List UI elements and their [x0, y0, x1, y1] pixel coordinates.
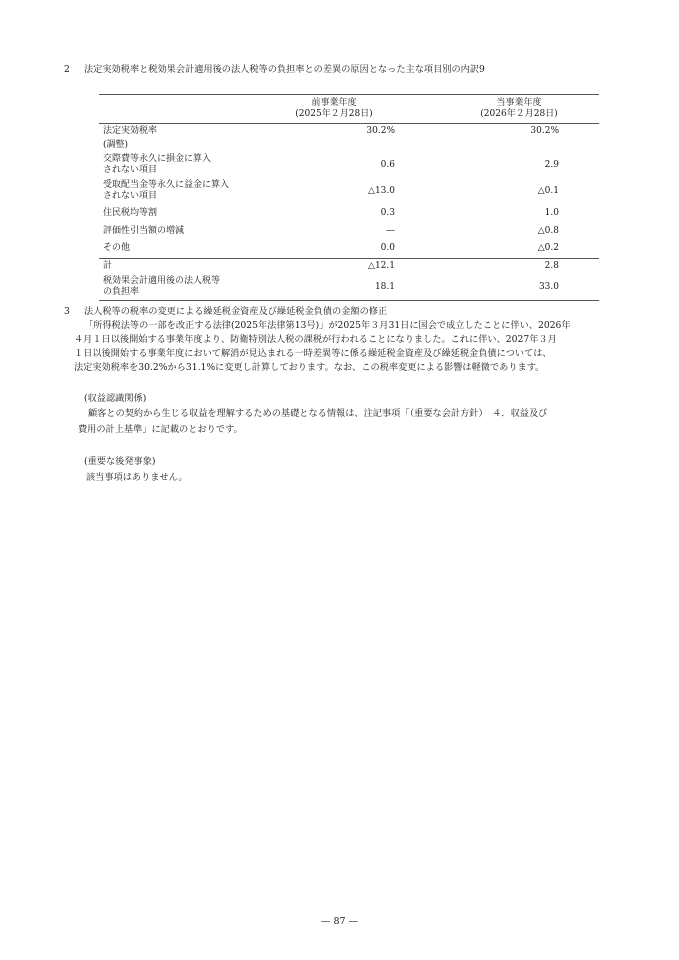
section-3-line: ４月１日以後開始する事業年度より、防衛特別法人税の課税が行われることになりました。これに伴い、2027年３月: [74, 334, 557, 345]
header-prev-date: (2025年２月28日): [295, 109, 373, 119]
row-curr-value: △0.2: [537, 243, 559, 254]
section-3-title: [64, 306, 387, 318]
row-label-line: されない項目: [103, 191, 158, 201]
row-prev-value: △13.0: [368, 185, 395, 196]
row-curr-value: 2.9: [544, 159, 559, 170]
table-row: [99, 124, 599, 139]
section-2-title: [64, 64, 485, 76]
row-prev-value: —: [386, 225, 395, 236]
row-label: [99, 274, 229, 301]
row-label-line: の負担率: [103, 287, 140, 297]
row-label-line: されない項目: [103, 165, 158, 175]
header-curr-label: 当事業年度: [496, 98, 542, 109]
row-label: [99, 152, 229, 178]
header-prev-label: 前事業年度: [311, 98, 357, 109]
section-3-line: 法定実効税率を30.2%から31.1%に変更し計算しております。なお、この税率変更による影響は軽微であります。: [74, 362, 545, 373]
table-row: [99, 222, 599, 240]
table-row: [99, 138, 599, 152]
row-curr-value: △0.1: [537, 185, 559, 196]
table-row: [99, 152, 599, 178]
row-label-line: 税効果会計適用後の法人税等: [103, 276, 221, 287]
row-label: 法定実効税率: [103, 125, 158, 136]
row-curr-value: [439, 138, 599, 152]
row-curr-value: 1.0: [544, 207, 559, 218]
row-label: 計: [99, 258, 229, 274]
header-curr-date: (2026年２月28日): [480, 109, 558, 119]
section-3-line: 「所得税法等の一部を改正する法律(2025年法律第13号)」が2025年３月31日に国会で成立したことに伴い、2026年: [84, 320, 571, 331]
row-prev-value: 30.2%: [366, 125, 395, 136]
table-row: [99, 240, 599, 258]
row-prev-value: 0.3: [380, 207, 395, 218]
row-label-line: 交際費等永久に損金に算入: [103, 154, 212, 165]
revenue-heading: (収益認識関係): [84, 393, 147, 404]
row-prev-value: 18.1: [229, 274, 439, 301]
section-3-line: １日以後開始する事業年度において解消が見込まれる一時差異等に係る繰延税金資産及び繰延税金負債については、: [74, 348, 552, 359]
row-label: その他: [103, 243, 131, 254]
section-2-number: 2: [64, 64, 70, 75]
row-curr-value: 30.2%: [530, 125, 559, 136]
section-3-number: 3: [64, 306, 70, 317]
revenue-line: 顧客との契約から生じる収益を理解するための基礎となる情報は、注記事項「（重要な会計方針） ４．収益及び: [88, 408, 548, 419]
tax-rate-reconciliation-table: [99, 94, 599, 301]
page-number: — 87 —: [320, 916, 359, 927]
header-curr-year: [439, 95, 599, 124]
row-prev-value: [229, 138, 439, 152]
revenue-line: 費用の計上基準」に記載のとおりです。: [78, 424, 243, 435]
row-prev-value: △12.1: [229, 258, 439, 274]
table-row: [99, 204, 599, 222]
row-label: 評価性引当額の増減: [103, 225, 185, 236]
table-row: [99, 178, 599, 204]
row-curr-value: 33.0: [439, 274, 599, 301]
subsequent-events-body: 該当事項はありません。: [86, 472, 188, 483]
row-prev-value: 0.0: [380, 243, 395, 254]
row-label-line: 受取配当金等永久に益金に算入: [103, 180, 230, 191]
header-prev-year: [229, 95, 439, 124]
row-label: (調整): [103, 139, 129, 150]
table-header-row: [99, 95, 599, 124]
row-prev-value: 0.6: [380, 159, 395, 170]
row-label: 住民税均等割: [103, 207, 158, 218]
row-curr-value: △0.8: [537, 225, 559, 236]
table-row: [99, 274, 599, 301]
row-curr-value: 2.8: [439, 258, 599, 274]
header-blank: [99, 95, 229, 124]
table-row-total: [99, 258, 599, 274]
section-2-title-text: 法定実効税率と税効果会計適用後の法人税等の負担率との差異の原因となった主な項目別の内訳9: [84, 64, 485, 75]
section-3-title-text: 法人税等の税率の変更による繰延税金資産及び繰延税金負債の金額の修正: [84, 306, 388, 317]
subsequent-events-heading: (重要な後発事象): [84, 456, 156, 467]
row-label: [99, 178, 229, 204]
